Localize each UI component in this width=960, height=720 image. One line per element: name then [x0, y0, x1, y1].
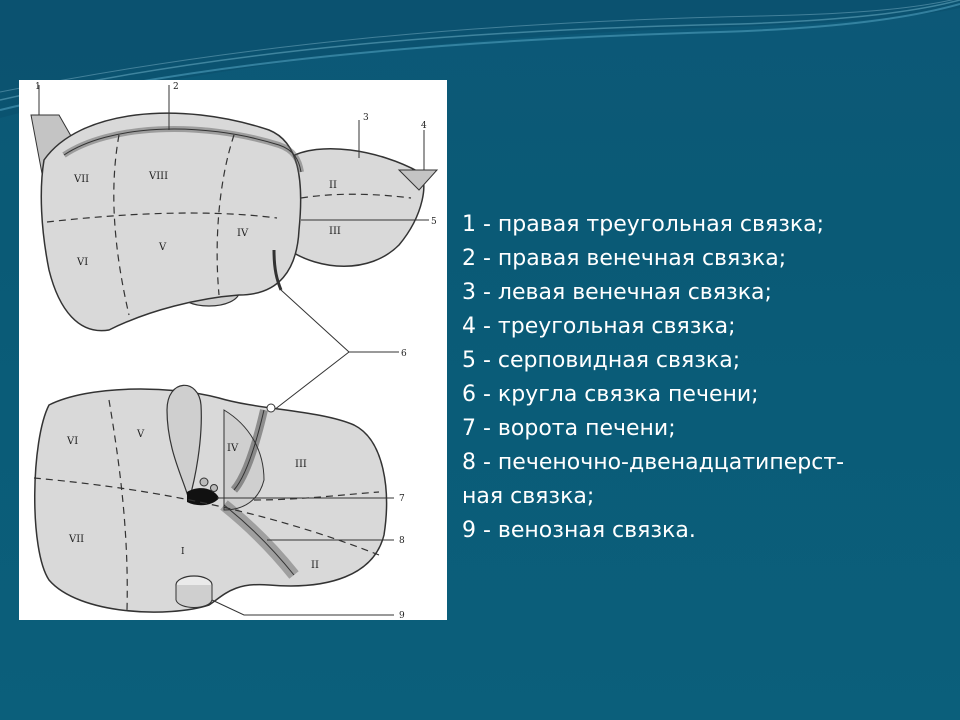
segment-label: V — [159, 242, 167, 253]
legend-item: 7 - ворота печени; — [462, 416, 676, 441]
segment-label: VI — [77, 257, 89, 268]
legend-item: 4 - треугольная связка; — [462, 314, 736, 339]
segment-label: VII — [74, 174, 90, 185]
segment-label: VII — [69, 534, 85, 545]
legend-item: ная связка; — [462, 484, 595, 509]
liver-visceral-view — [34, 385, 394, 615]
legend-item: 8 - печеночно-двенадцатиперст- — [462, 450, 845, 475]
segment-label: V — [137, 429, 145, 440]
segment-label: IV — [227, 443, 239, 454]
callout-number: 4 — [421, 121, 427, 131]
callout-number: 6 — [401, 349, 407, 359]
callout-number: 9 — [399, 611, 405, 620]
legend-list — [462, 208, 952, 548]
segment-label: VIII — [149, 171, 169, 182]
callout-number: 7 — [399, 494, 405, 504]
segment-label: IV — [237, 228, 249, 239]
callout-number: 1 — [35, 82, 41, 92]
callout-number: 2 — [173, 82, 179, 92]
segment-label: III — [329, 226, 341, 237]
legend-item: 3 - левая венечная связка; — [462, 280, 772, 305]
segment-label: I — [181, 547, 185, 557]
legend-item: 6 - кругла связка печени; — [462, 382, 759, 407]
legend-item: 2 - правая венечная связка; — [462, 246, 787, 271]
legend-item: 1 - правая треугольная связка; — [462, 212, 825, 237]
legend-item: 9 - венозная связка. — [462, 518, 696, 543]
callout-number: 8 — [399, 536, 405, 546]
callout-number: 3 — [363, 113, 369, 123]
liver-diaphragmatic-view — [31, 85, 437, 410]
callout-number: 5 — [431, 217, 437, 227]
segment-label: VI — [67, 436, 79, 447]
segment-label: II — [329, 180, 337, 191]
liver-diagram — [19, 80, 447, 620]
segment-label: II — [311, 560, 319, 571]
legend-item: 5 - серповидная связка; — [462, 348, 741, 373]
segment-label: III — [295, 459, 307, 470]
